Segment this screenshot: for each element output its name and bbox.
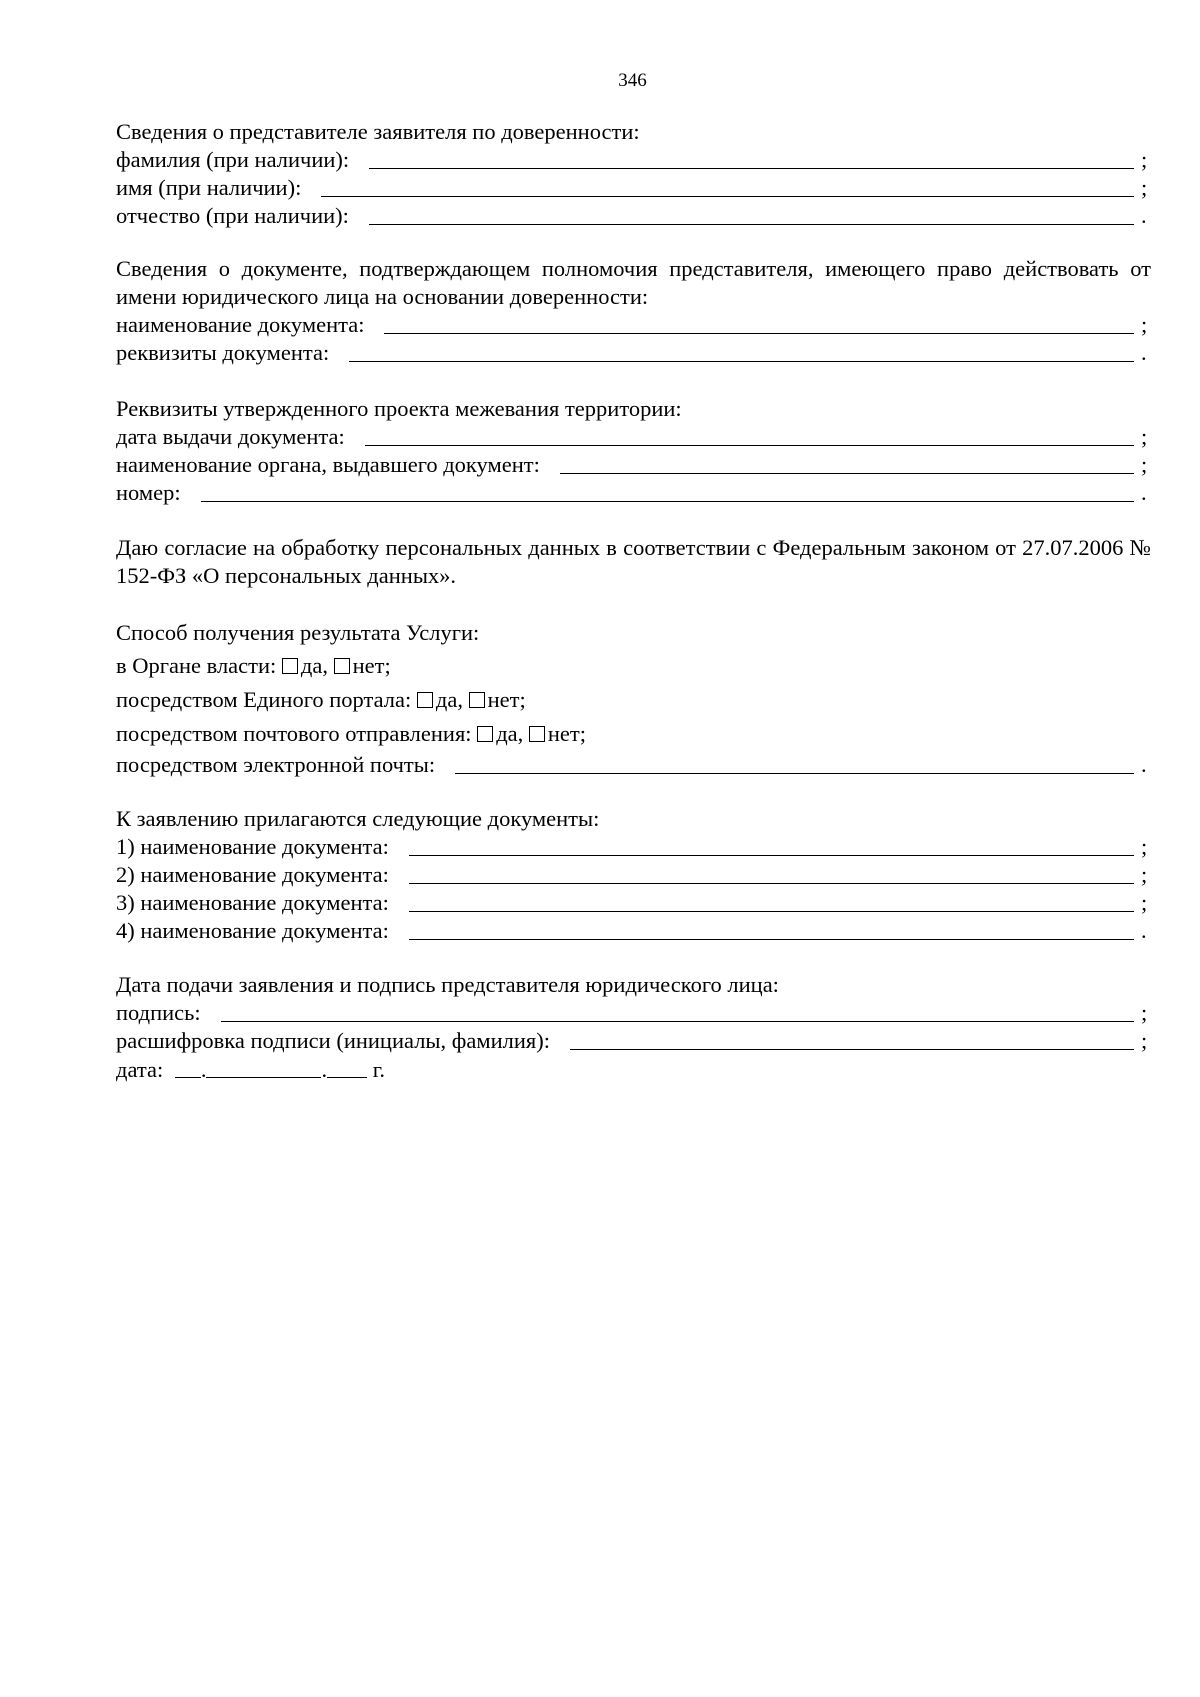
date-year-input-line[interactable] bbox=[327, 1059, 367, 1078]
project-heading: Реквизиты утвержденного проекта межевания территории: bbox=[116, 396, 682, 421]
signature-field bbox=[116, 999, 1151, 1027]
email-input-line[interactable] bbox=[455, 753, 1134, 774]
attachments-section bbox=[116, 805, 1151, 945]
submission-section bbox=[116, 971, 1151, 1085]
yes-label: да, bbox=[300, 653, 328, 678]
field-end: . bbox=[1141, 918, 1147, 943]
field-label: расшифровка подписи (инициалы, фамилия): bbox=[116, 1028, 551, 1053]
representative-section bbox=[116, 118, 1151, 230]
field-end: ; bbox=[1141, 890, 1148, 915]
attachment-2-field bbox=[116, 861, 1151, 889]
field-end: ; bbox=[1141, 1028, 1148, 1053]
date-label: дата: bbox=[116, 1057, 164, 1082]
application-form bbox=[116, 118, 1151, 1085]
field-label: номер: bbox=[116, 480, 181, 505]
representative-heading: Сведения о представителе заявителя по доверенности: bbox=[116, 119, 640, 144]
delivery-option-portal bbox=[116, 683, 1151, 717]
number-field bbox=[116, 479, 1151, 507]
field-label: 1) наименование документа: bbox=[116, 834, 389, 859]
date-separator: . bbox=[200, 1057, 207, 1082]
checkbox-yes[interactable] bbox=[282, 658, 298, 674]
no-label: нет; bbox=[352, 653, 391, 678]
issuing-body-field bbox=[116, 451, 1151, 479]
page-number: 346 bbox=[618, 70, 647, 91]
authority-doc-details-input-line[interactable] bbox=[349, 341, 1134, 362]
checkbox-no[interactable] bbox=[469, 692, 485, 708]
attachment-1-field bbox=[116, 833, 1151, 861]
authority-doc-heading: Сведения о документе, подтверждающем полномочия представителя, имеющего право действовать от имени юридического лица на основании доверенности: bbox=[116, 256, 1151, 309]
field-label: дата выдачи документа: bbox=[116, 424, 345, 449]
field-label: реквизиты документа: bbox=[116, 340, 330, 365]
yes-label: да, bbox=[496, 721, 524, 746]
field-end: ; bbox=[1141, 312, 1148, 337]
signature-transcript-input-line[interactable] bbox=[570, 1029, 1134, 1050]
issue-date-field bbox=[116, 423, 1151, 451]
attachment-1-input-line[interactable] bbox=[409, 835, 1134, 856]
no-label: нет; bbox=[547, 721, 586, 746]
patronymic-field bbox=[116, 202, 1151, 230]
field-label: подпись: bbox=[116, 1000, 201, 1025]
no-label: нет; bbox=[487, 687, 526, 712]
field-label: 2) наименование документа: bbox=[116, 862, 389, 887]
field-end: . bbox=[1141, 340, 1147, 365]
project-section bbox=[116, 395, 1151, 507]
field-end: ; bbox=[1141, 862, 1148, 887]
field-label: 4) наименование документа: bbox=[116, 918, 389, 943]
date-month-input-line[interactable] bbox=[206, 1059, 321, 1078]
field-label: имя (при наличии): bbox=[116, 175, 302, 200]
checkbox-no[interactable] bbox=[529, 726, 545, 742]
field-label: 3) наименование документа: bbox=[116, 890, 389, 915]
field-label: наименование органа, выдавшего документ: bbox=[116, 452, 540, 477]
date-separator: . bbox=[321, 1057, 328, 1082]
field-label: фамилия (при наличии): bbox=[116, 147, 350, 172]
consent-text: Даю согласие на обработку персональных данных в соответствии с Федеральным законом от 27.07.2006 № 152-ФЗ «О персональных данных». bbox=[116, 535, 1151, 588]
delivery-section bbox=[116, 617, 1151, 779]
authority-doc-name-field bbox=[116, 311, 1151, 339]
field-end: ; bbox=[1141, 424, 1148, 449]
attachment-2-input-line[interactable] bbox=[409, 863, 1134, 884]
email-field bbox=[116, 751, 1151, 779]
field-label: посредством электронной почты: bbox=[116, 752, 436, 777]
number-input-line[interactable] bbox=[201, 481, 1134, 502]
date-field bbox=[116, 1055, 1151, 1085]
field-end: . bbox=[1141, 480, 1147, 505]
field-end: ; bbox=[1141, 175, 1148, 200]
authority-doc-details-field bbox=[116, 339, 1151, 367]
authority-doc-name-input-line[interactable] bbox=[384, 313, 1134, 334]
attachments-heading: К заявлению прилагаются следующие документы: bbox=[116, 806, 600, 831]
delivery-option-authority bbox=[116, 649, 1151, 683]
submission-heading: Дата подачи заявления и подпись представителя юридического лица: bbox=[116, 972, 779, 997]
yes-label: да, bbox=[435, 687, 463, 712]
authority-doc-section bbox=[116, 255, 1151, 367]
surname-field bbox=[116, 146, 1151, 174]
issuing-body-input-line[interactable] bbox=[560, 453, 1134, 474]
field-end: . bbox=[1141, 752, 1147, 777]
name-input-line[interactable] bbox=[321, 176, 1134, 197]
date-day-input-line[interactable] bbox=[175, 1059, 201, 1078]
signature-input-line[interactable] bbox=[221, 1001, 1134, 1022]
delivery-heading: Способ получения результата Услуги: bbox=[116, 620, 480, 645]
checkbox-yes[interactable] bbox=[477, 726, 493, 742]
issue-date-input-line[interactable] bbox=[365, 425, 1134, 446]
option-label: посредством Единого портала: bbox=[116, 687, 412, 712]
field-label: отчество (при наличии): bbox=[116, 203, 349, 228]
field-end: ; bbox=[1141, 1000, 1148, 1025]
delivery-option-post bbox=[116, 717, 1151, 751]
option-label: в Органе власти: bbox=[116, 653, 277, 678]
checkbox-no[interactable] bbox=[334, 658, 350, 674]
field-label: наименование документа: bbox=[116, 312, 365, 337]
checkbox-yes[interactable] bbox=[417, 692, 433, 708]
date-suffix: г. bbox=[372, 1057, 386, 1082]
field-end: ; bbox=[1141, 834, 1148, 859]
signature-transcript-field bbox=[116, 1027, 1151, 1055]
attachment-3-input-line[interactable] bbox=[409, 891, 1134, 912]
surname-input-line[interactable] bbox=[369, 148, 1134, 169]
field-end: ; bbox=[1141, 452, 1148, 477]
field-end: ; bbox=[1141, 147, 1148, 172]
attachment-4-field bbox=[116, 917, 1151, 945]
attachment-4-input-line[interactable] bbox=[409, 919, 1134, 940]
name-field bbox=[116, 174, 1151, 202]
option-label: посредством почтового отправления: bbox=[116, 721, 472, 746]
attachment-3-field bbox=[116, 889, 1151, 917]
field-end: . bbox=[1141, 203, 1147, 228]
patronymic-input-line[interactable] bbox=[369, 204, 1134, 225]
